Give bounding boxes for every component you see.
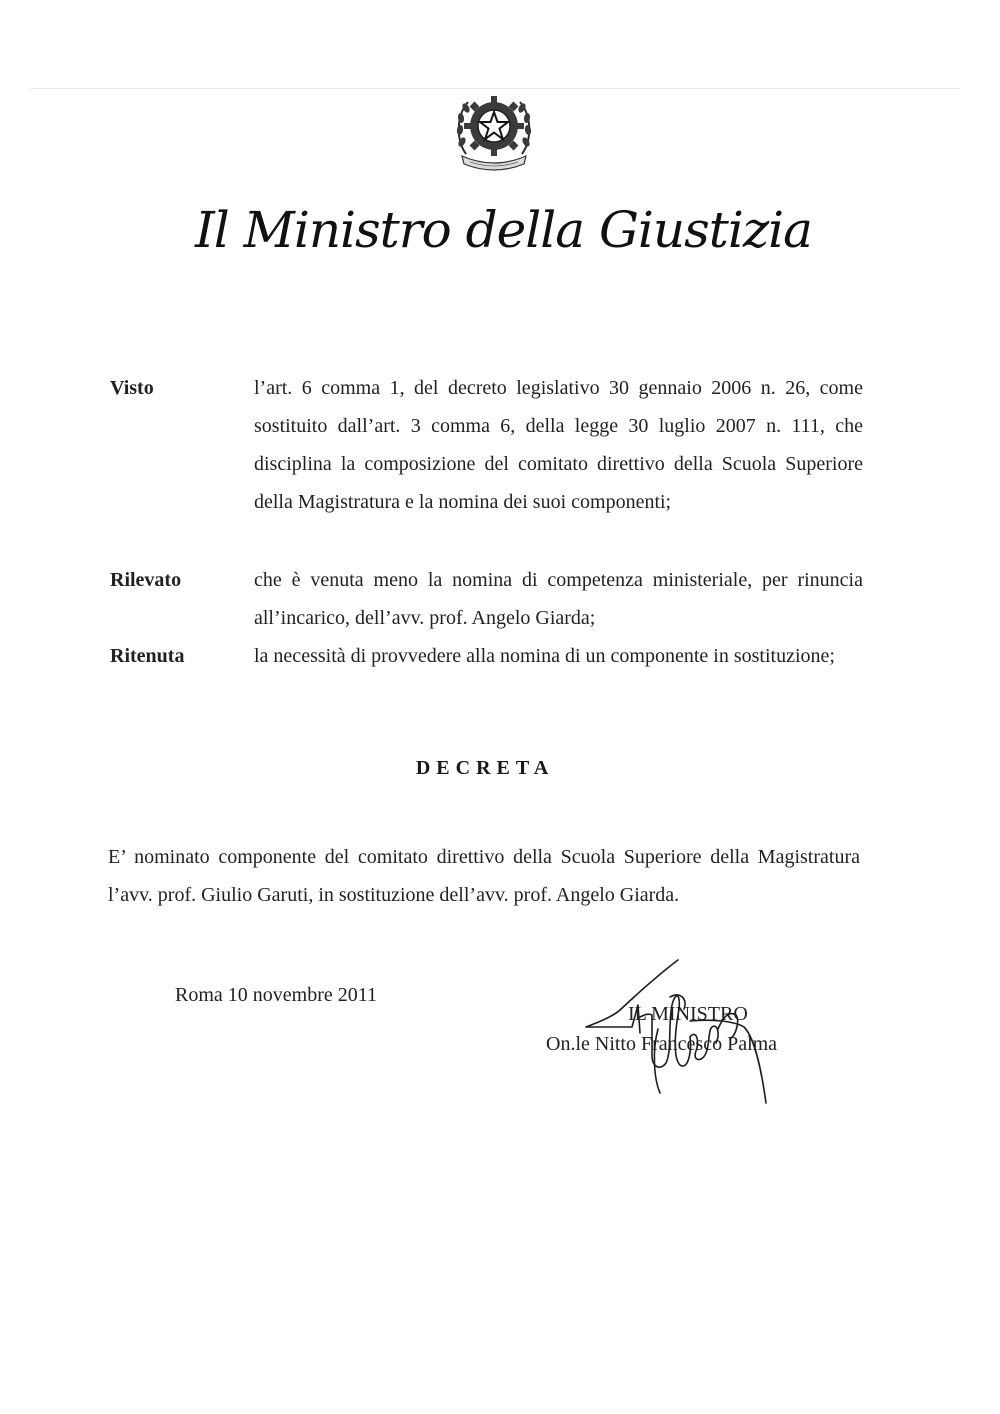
premise-label: Visto [110,377,154,399]
signatory-name: On.le Nitto Francesco Palma [546,1033,778,1055]
italian-republic-emblem-icon [452,84,536,174]
place-and-date: Roma 10 novembre 2011 [175,984,378,1006]
premise-text: l’art. 6 comma 1, del decreto legislativo 30 gennaio 2006 n. 26, come sostituito dall’art. 3 comma 6, della legge 30 luglio 2007 n. 111, che disciplina la composizione del comitato direttivo della Scuola Superiore della Magistratura e la nomina dei suoi componenti; [254,377,863,513]
decree-heading: DECRETA [415,757,555,779]
signature-block [540,955,820,1115]
signatory-role: IL MINISTRO [628,1003,748,1025]
premise-text: la necessità di provvedere alla nomina di un componente in sostituzione; [254,645,835,667]
ministry-letterhead-title: Il Ministro della Giustizia [195,201,812,259]
premise-text: che è venuta meno la nomina di competenza ministeriale, per rinuncia all’incarico, dell’avv. prof. Angelo Giarda; [254,569,863,629]
decree-body: E’ nominato componente del comitato direttivo della Scuola Superiore della Magistratura l’avv. prof. Giulio Garuti, in sostituzione dell’avv. prof. Angelo Giarda. [108,846,860,906]
handwritten-signature-icon [540,955,820,1115]
premise-label: Ritenuta [110,645,185,667]
premise-label: Rilevato [110,569,182,591]
